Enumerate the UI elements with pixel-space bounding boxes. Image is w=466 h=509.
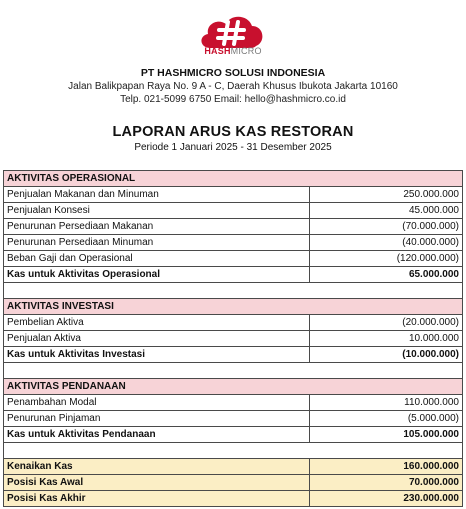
total-amount: (10.000.000) [310, 347, 463, 363]
brand-hash-text: HASH [204, 46, 231, 56]
section-total-row [4, 347, 463, 363]
spacer-row [4, 443, 463, 459]
row-label: Pembelian Aktiva [4, 315, 310, 331]
row-label: Penjualan Konsesi [4, 203, 310, 219]
spacer-cell [4, 443, 463, 459]
row-amount: (40.000.000) [310, 235, 463, 251]
row-amount: (20.000.000) [310, 315, 463, 331]
table-row [4, 411, 463, 427]
row-label: Penurunan Persediaan Makanan [4, 219, 310, 235]
table-row [4, 331, 463, 347]
row-amount: 110.000.000 [310, 395, 463, 411]
table-row [4, 203, 463, 219]
row-amount: 45.000.000 [310, 203, 463, 219]
total-label: Kas untuk Aktivitas Operasional [4, 267, 310, 283]
section-header-row [4, 299, 463, 315]
row-amount: (5.000.000) [310, 411, 463, 427]
company-address: Jalan Balikpapan Raya No. 9 A - C, Daerah Khusus Ibukota Jakarta 10160 [68, 81, 398, 92]
summary-row [4, 459, 463, 475]
report-title: LAPORAN ARUS KAS RESTORAN [112, 124, 354, 140]
row-label: Penjualan Makanan dan Minuman [4, 187, 310, 203]
section-header-row [4, 379, 463, 395]
table-row [4, 219, 463, 235]
row-label: Penurunan Persediaan Minuman [4, 235, 310, 251]
section-total-row [4, 427, 463, 443]
section-header-row [4, 171, 463, 187]
total-amount: 65.000.000 [310, 267, 463, 283]
spacer-cell [4, 363, 463, 379]
section-heading: AKTIVITAS INVESTASI [4, 299, 463, 315]
row-label: Penjualan Aktiva [4, 331, 310, 347]
table-row [4, 235, 463, 251]
row-amount: 250.000.000 [310, 187, 463, 203]
summary-amount: 70.000.000 [310, 475, 463, 491]
summary-row [4, 475, 463, 491]
summary-row [4, 491, 463, 507]
report-period: Periode 1 Januari 2025 - 31 Desember 2025 [134, 142, 332, 153]
summary-label: Posisi Kas Awal [4, 475, 310, 491]
row-label: Penurunan Pinjaman [4, 411, 310, 427]
summary-amount: 230.000.000 [310, 491, 463, 507]
cashflow-table [3, 170, 463, 507]
summary-amount: 160.000.000 [310, 459, 463, 475]
summary-label: Posisi Kas Akhir [4, 491, 310, 507]
section-total-row [4, 267, 463, 283]
row-amount: 10.000.000 [310, 331, 463, 347]
table-row [4, 395, 463, 411]
table-row [4, 187, 463, 203]
section-heading: AKTIVITAS OPERASIONAL [4, 171, 463, 187]
row-label: Beban Gaji dan Operasional [4, 251, 310, 267]
row-amount: (120.000.000) [310, 251, 463, 267]
brand-micro-text: MICRO [230, 46, 262, 56]
summary-label: Kenaikan Kas [4, 459, 310, 475]
company-contact: Telp. 021-5099 6750 Email: hello@hashmicro.co.id [120, 94, 346, 105]
total-label: Kas untuk Aktivitas Pendanaan [4, 427, 310, 443]
spacer-row [4, 283, 463, 299]
section-heading: AKTIVITAS PENDANAAN [4, 379, 463, 395]
table-row [4, 315, 463, 331]
total-label: Kas untuk Aktivitas Investasi [4, 347, 310, 363]
spacer-row [4, 363, 463, 379]
table-row [4, 251, 463, 267]
row-label: Penambahan Modal [4, 395, 310, 411]
total-amount: 105.000.000 [310, 427, 463, 443]
brand-wordmark [0, 46, 466, 56]
row-amount: (70.000.000) [310, 219, 463, 235]
spacer-cell [4, 283, 463, 299]
company-name: PT HASHMICRO SOLUSI INDONESIA [140, 67, 326, 79]
